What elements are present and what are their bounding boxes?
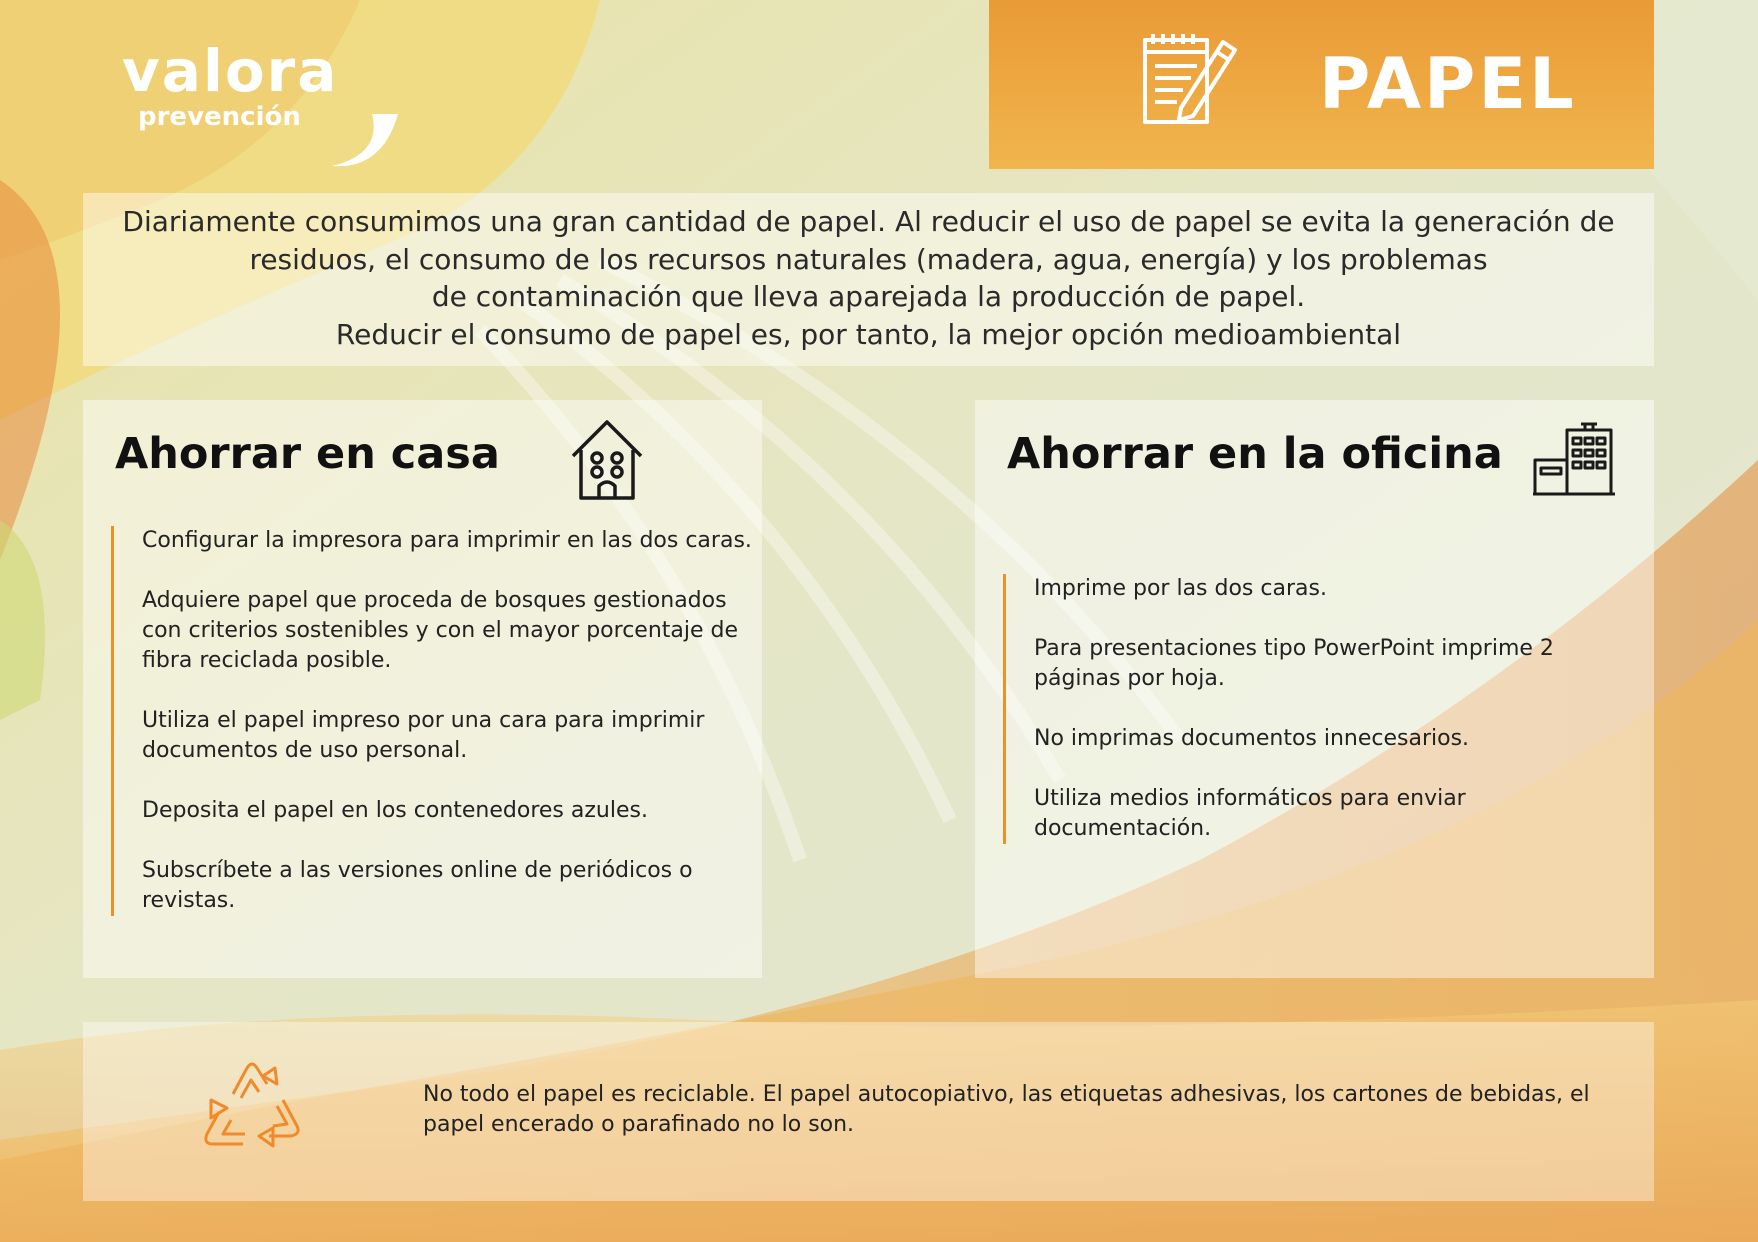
- office-building-icon: [1531, 422, 1617, 498]
- office-tips-list: [1003, 574, 1594, 844]
- logo-subtitle: prevención: [138, 102, 301, 132]
- list-item: Imprime por las dos caras.: [1034, 576, 1327, 601]
- list-item: Utiliza el papel impreso por una cara para imprimir documentos de uso personal.: [142, 708, 705, 763]
- intro-line: residuos, el consumo de los recursos naturales (madera, agua, energía) y los problemas: [249, 242, 1488, 276]
- home-tips-list: [111, 526, 757, 916]
- title-banner: [989, 0, 1654, 169]
- office-heading: Ahorrar en la oficina: [1007, 429, 1503, 479]
- house-icon: [569, 416, 645, 502]
- home-savings-panel: [83, 400, 762, 978]
- list-item: Deposita el papel en los contenedores azules.: [142, 798, 648, 823]
- logo-swoosh-icon: [332, 74, 402, 170]
- intro-panel: [83, 193, 1654, 366]
- notepad-pencil-icon: [1141, 30, 1239, 126]
- intro-line: Diariamente consumimos una gran cantidad de papel. Al reducir el uso de papel se evita la generación de: [122, 205, 1615, 238]
- home-heading: Ahorrar en casa: [115, 429, 500, 479]
- recycling-note-text: No todo el papel es reciclable. El papel autocopiativo, las etiquetas adhesivas, los cartones de bebidas, el papel encerado o parafinado no lo son.: [423, 1082, 1590, 1137]
- recycling-note-panel: [83, 1022, 1654, 1201]
- list-item: Configurar la impresora para imprimir en las dos caras.: [142, 528, 752, 553]
- intro-line: de contaminación que lleva aparejada la producción de papel.: [431, 280, 1306, 313]
- list-item: No imprimas documentos innecesarios.: [1034, 726, 1470, 751]
- intro-line: Reducir el consumo de papel es, por tanto, la mejor opción medioambiental: [335, 317, 1402, 351]
- list-item: Utiliza medios informáticos para enviar documentación.: [1034, 786, 1466, 841]
- logo-wordmark: valora: [122, 37, 339, 105]
- recycle-icon: [193, 1054, 311, 1162]
- page-title: PAPEL: [1319, 43, 1577, 125]
- list-item: Subscríbete a las versiones online de periódicos o revistas.: [142, 858, 693, 913]
- list-item: Para presentaciones tipo PowerPoint imprime 2 páginas por hoja.: [1034, 636, 1554, 691]
- office-savings-panel: [975, 400, 1654, 978]
- brand-logo: [122, 38, 402, 148]
- list-item: Adquiere papel que proceda de bosques gestionados con criterios sostenibles y con el mayor porcentaje de fibra reciclada posible.: [142, 588, 739, 673]
